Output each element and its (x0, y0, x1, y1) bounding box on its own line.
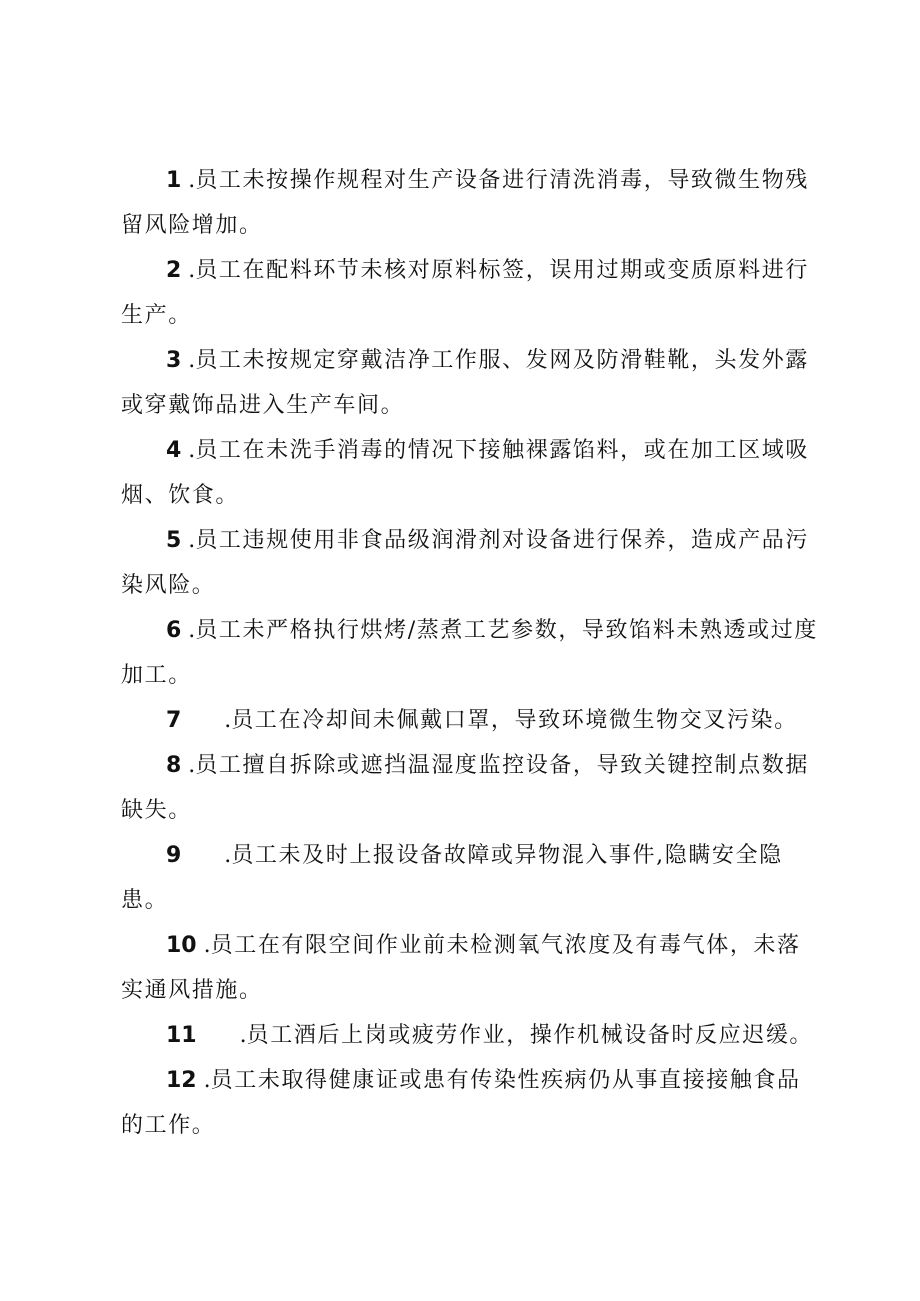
item-number: 2 (166, 258, 182, 283)
item-number: 4 (166, 438, 182, 463)
list-item: 6 .员工未严格执行烘烤/蒸煮工艺参数，导致馅料未熟透或过度加工。 (121, 618, 818, 688)
item-text: 员工擅自拆除或遮挡温湿度监控设备，导致关键控制点数据缺失。 (121, 753, 809, 823)
item-number: 12 (166, 1068, 197, 1093)
list-item: 12 .员工未取得健康证或患有传染性疾病仍从事直接接触食品的工作。 (121, 1068, 801, 1138)
rule-list (121, 158, 821, 1148)
item-text: 员工未按操作规程对生产设备进行清洗消毒，导致微生物残留风险增加。 (121, 168, 809, 238)
list-item: 2 .员工在配料环节未核对原料标签，误用过期或变质原料进行生产。 (121, 258, 809, 328)
item-text: 员工在冷却间未佩戴口罩，导致环境微生物交叉污染。 (231, 708, 798, 733)
item-number: 9 (166, 843, 182, 868)
item-number: 11 (166, 1023, 197, 1048)
list-item: 9 .员工未及时上报设备故障或异物混入事件,隐瞒安全隐患。 (121, 843, 783, 913)
item-number: 3 (166, 348, 182, 373)
item-text: 员工未按规定穿戴洁净工作服、发网及防滑鞋靴，头发外露或穿戴饰品进入生产车间。 (121, 348, 809, 418)
item-text: 员工未严格执行烘烤/蒸煮工艺参数，导致馅料未熟透或过度加工。 (121, 618, 818, 688)
item-number: 7 (166, 708, 182, 733)
item-number: 1 (166, 168, 182, 193)
item-text: 员工未取得健康证或患有传染性疾病仍从事直接接触食品的工作。 (121, 1068, 801, 1138)
list-item: 4 .员工在未洗手消毒的情况下接触裸露馅料，或在加工区域吸烟、饮食。 (121, 438, 809, 508)
item-number: 10 (166, 933, 197, 958)
item-number: 6 (166, 618, 182, 643)
item-text: 员工未及时上报设备故障或异物混入事件,隐瞒安全隐患。 (121, 843, 783, 913)
item-text: 员工在未洗手消毒的情况下接触裸露馅料，或在加工区域吸烟、饮食。 (121, 438, 809, 508)
list-item: 8 .员工擅自拆除或遮挡温湿度监控设备，导致关键控制点数据缺失。 (121, 753, 809, 823)
item-text: 员工违规使用非食品级润滑剂对设备进行保养，造成产品污染风险。 (121, 528, 809, 598)
list-item: 10 .员工在有限空间作业前未检测氧气浓度及有毒气体，未落实通风措施。 (121, 933, 801, 1003)
item-number: 8 (166, 753, 182, 778)
list-item: 1 .员工未按操作规程对生产设备进行清洗消毒，导致微生物残留风险增加。 (121, 168, 809, 238)
item-text: 员工酒后上岗或疲劳作业，操作机械设备时反应迟缓。 (246, 1023, 814, 1048)
list-item: 7 .员工在冷却间未佩戴口罩，导致环境微生物交叉污染。 (166, 708, 798, 733)
item-text: 员工在有限空间作业前未检测氧气浓度及有毒气体，未落实通风措施。 (121, 933, 801, 1003)
item-number: 5 (166, 528, 182, 553)
item-text: 员工在配料环节未核对原料标签，误用过期或变质原料进行生产。 (121, 258, 809, 328)
list-item: 3 .员工未按规定穿戴洁净工作服、发网及防滑鞋靴，头发外露或穿戴饰品进入生产车间。 (121, 348, 809, 418)
list-item: 5 .员工违规使用非食品级润滑剂对设备进行保养，造成产品污染风险。 (121, 528, 809, 598)
list-item: 11 .员工酒后上岗或疲劳作业，操作机械设备时反应迟缓。 (166, 1023, 814, 1048)
